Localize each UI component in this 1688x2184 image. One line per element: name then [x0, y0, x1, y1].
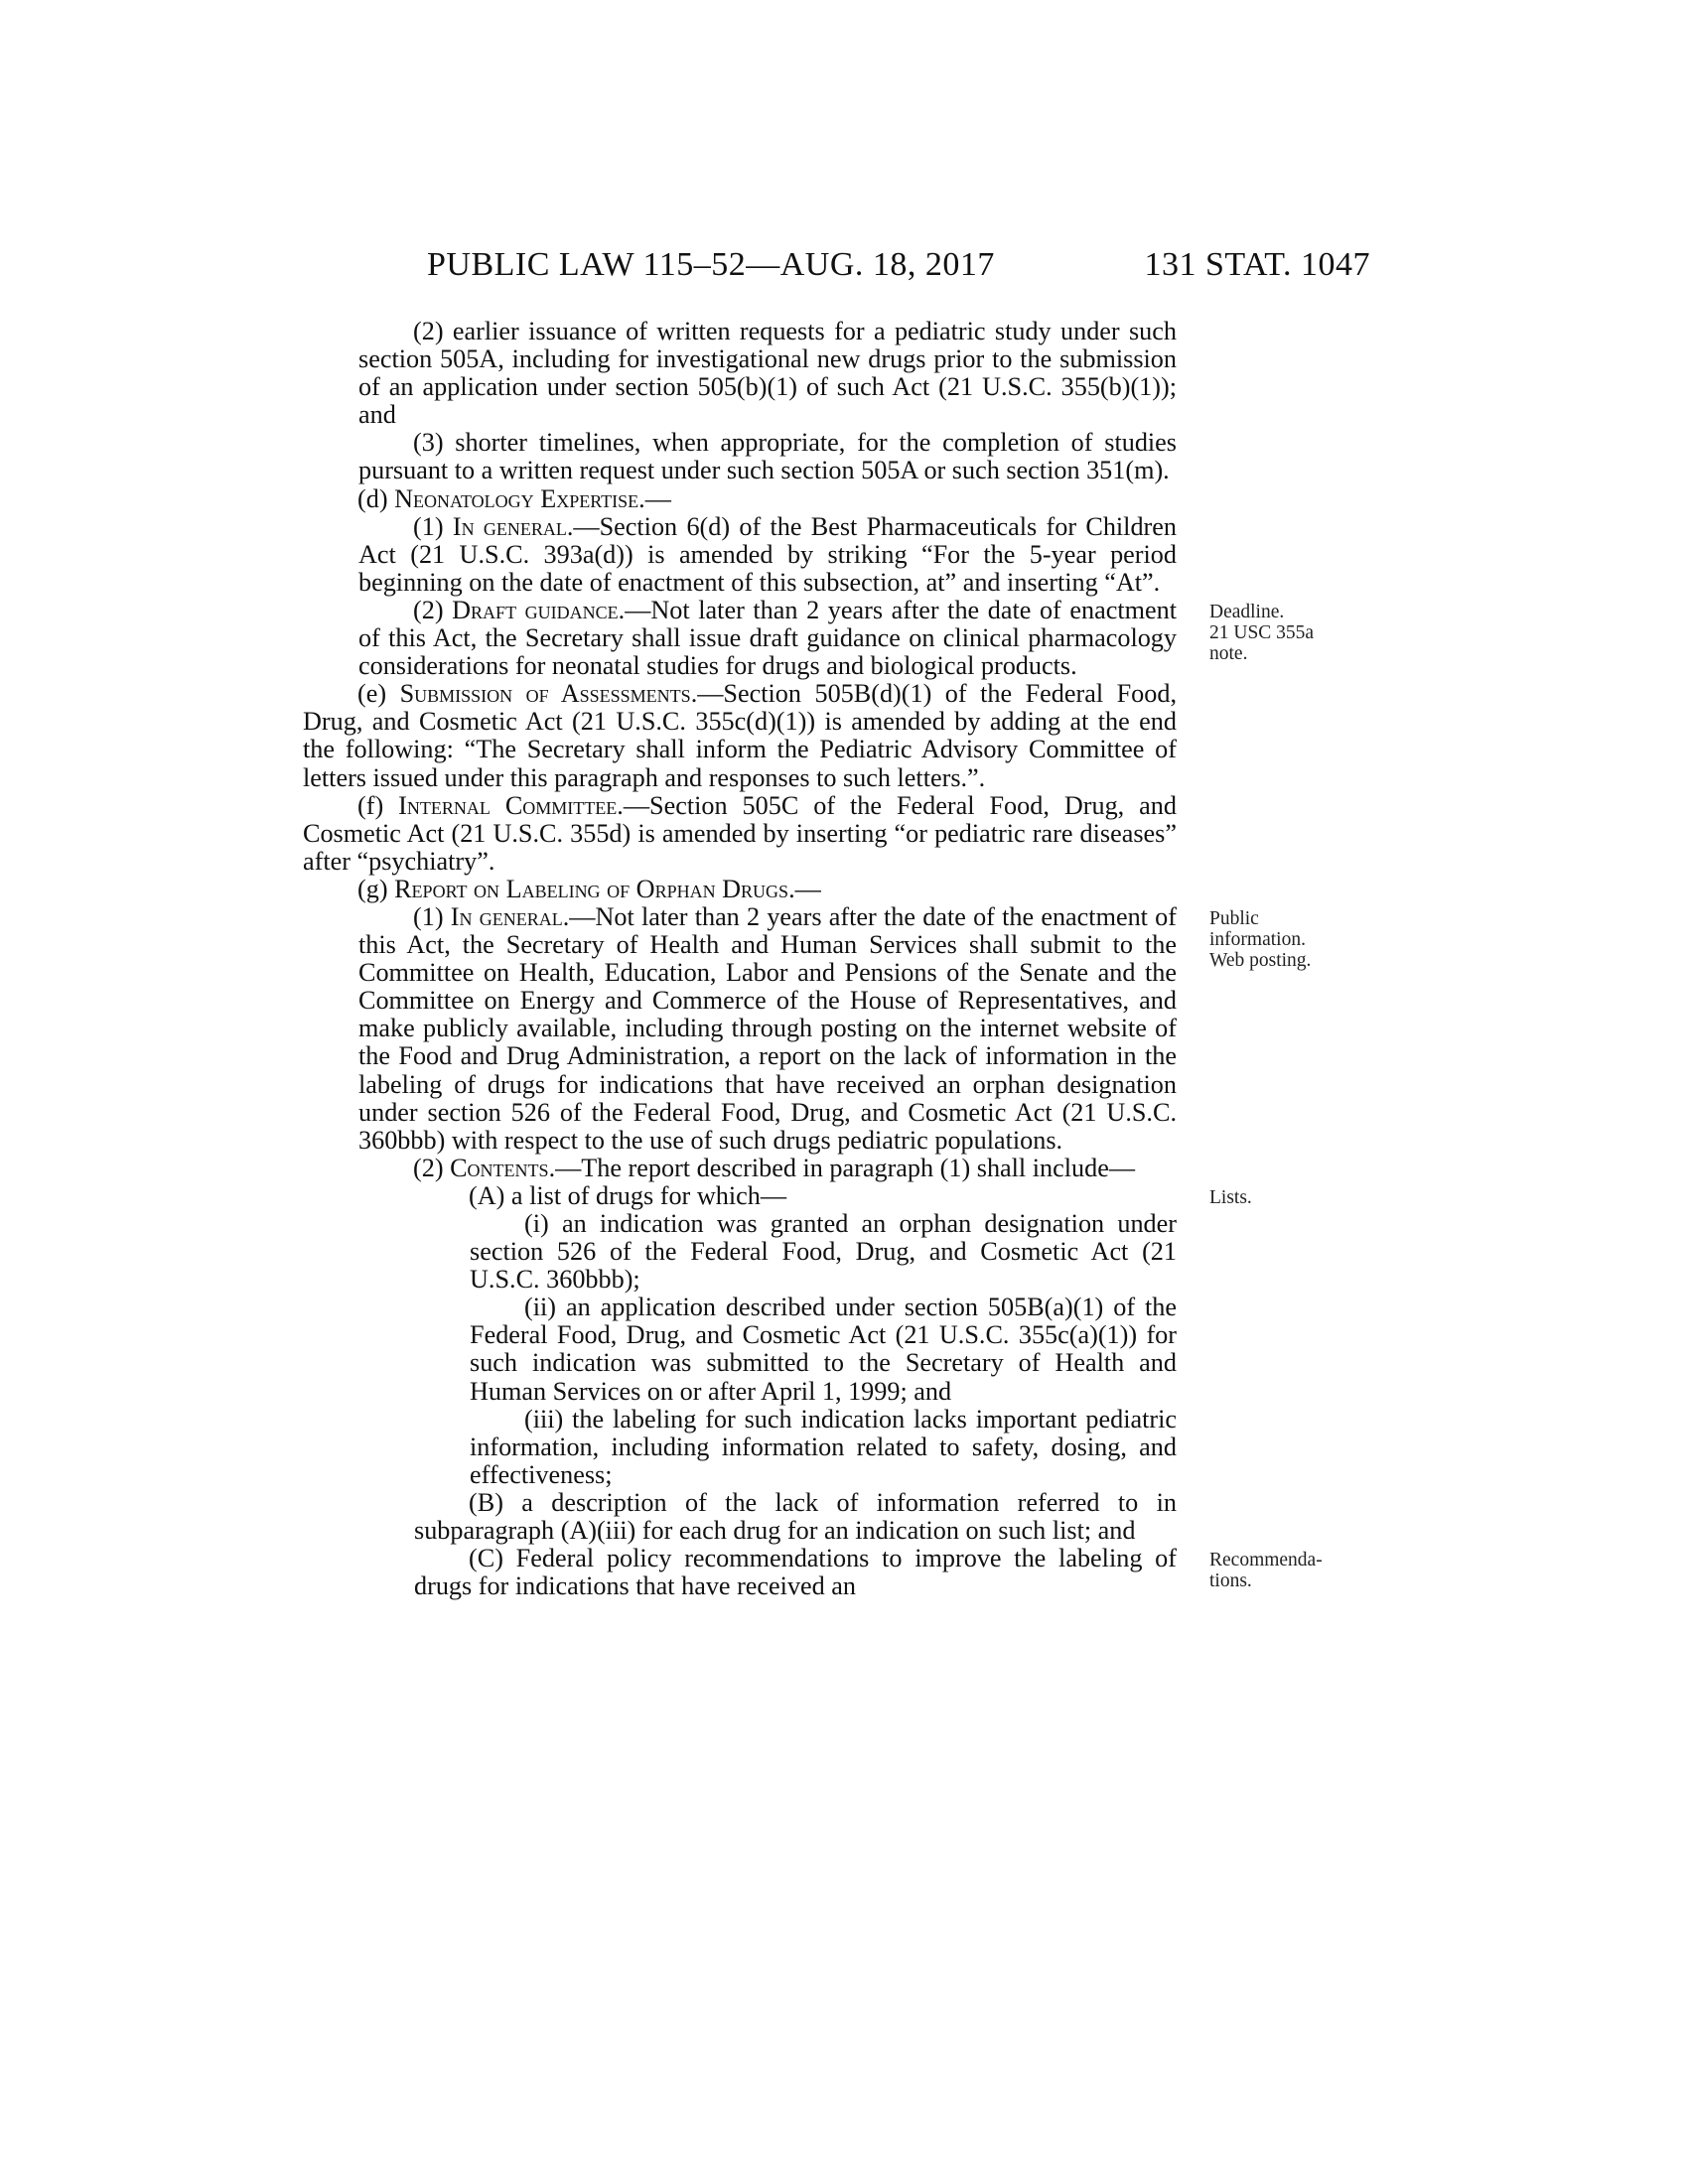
paragraph: (e) Submission of Assessments.—Section 505B(d)(1) of the Federal Food, Drug, and Cosmetic Act (21 U.S.C. 355c(d)(1)) is amended by adding at the end the following: “The Secretary shall inform the Pediatric Advisory Committee of letters issued under this paragraph and responses to such letters.”.	[303, 679, 1178, 792]
running-header-title: PUBLIC LAW 115–52—AUG. 18, 2017	[427, 246, 995, 283]
paragraph: (C) Federal policy recommendations to improve the labeling of drugs for indications that have received an	[414, 1544, 1177, 1601]
margin-note-deadline: Deadline. 21 USC 355a note.	[1209, 601, 1315, 664]
paragraph: (iii) the labeling for such indication lacks important pediatric information, including information related to safety, dosing, and effectiveness;	[470, 1404, 1177, 1489]
statute-body	[303, 318, 1177, 1600]
paragraph: (B) a description of the lack of information referred to in subparagraph (A)(iii) for each drug for an indication on such list; and	[414, 1487, 1177, 1546]
margin-note-recommendations: Recommenda- tions.	[1209, 1550, 1323, 1592]
paragraph: (2) Contents.—The report described in paragraph (1) shall include—	[413, 1153, 1136, 1182]
paragraph: (3) shorter timelines, when appropriate, for the completion of studies pursuant to a written request under such section 505A or such section 351(m).	[358, 428, 1177, 485]
paragraph: (2) earlier issuance of written requests for a pediatric study under such section 505A, including for investigational new drugs prior to the submission of an application under section 505(b)(1) of such Act (21 U.S.C. 355(b)(1)); and	[358, 317, 1177, 430]
margin-note-public-information: Public information. Web posting.	[1209, 907, 1312, 971]
running-header-page-number: 131 STAT. 1047	[1144, 246, 1370, 283]
paragraph: (g) Report on Labeling of Orphan Drugs.—	[357, 874, 821, 903]
paragraph: (1) In general.—Section 6(d) of the Best Pharmaceuticals for Children Act (21 U.S.C. 393a(d)) is amended by striking “For the 5-year period beginning on the date of enactment of this subsection, at” and inserting “At”.	[358, 511, 1177, 597]
margin-note-lists: Lists.	[1209, 1186, 1252, 1208]
paragraph: (i) an indication was granted an orphan designation under section 526 of the Federal Food, Drug, and Cosmetic Act (21 U.S.C. 360bbb);	[470, 1209, 1177, 1295]
paragraph: (f) Internal Committee.—Section 505C of the Federal Food, Drug, and Cosmetic Act (21 U.S.C. 355d) is amended by inserting “or pediatric rare diseases” after “psychiatry”.	[303, 790, 1177, 876]
paragraph: (A) a list of drugs for which—	[469, 1180, 787, 1210]
paragraph: (d) Neonatology Expertise.—	[357, 483, 671, 513]
paragraph: (ii) an application described under section 505B(a)(1) of the Federal Food, Drug, and Cosmetic Act (21 U.S.C. 355c(a)(1)) for such indication was submitted to the Secretary of Health and Human Services on or after April 1, 1999; and	[470, 1293, 1177, 1406]
paragraph: (2) Draft guidance.—Not later than 2 years after the date of enactment of this Act, the Secretary shall issue draft guidance on clinical pharmacology considerations for neonatal studies for drugs and biological products.	[358, 595, 1177, 681]
paragraph: (1) In general.—Not later than 2 years after the date of the enactment of this Act, the Secretary of Health and Human Services shall submit to the Committee on Health, Education, Labor and Pensions of the Senate and the Committee on Energy and Commerce of the House of Representatives, and make publicly available, including through posting on the internet website of the Food and Drug Administration, a report on the lack of information in the labeling of drugs for indications that have received an orphan designation under section 526 of the Federal Food, Drug, and Cosmetic Act (21 U.S.C. 360bbb) with respect to the use of such drugs pediatric populations.	[358, 901, 1177, 1155]
